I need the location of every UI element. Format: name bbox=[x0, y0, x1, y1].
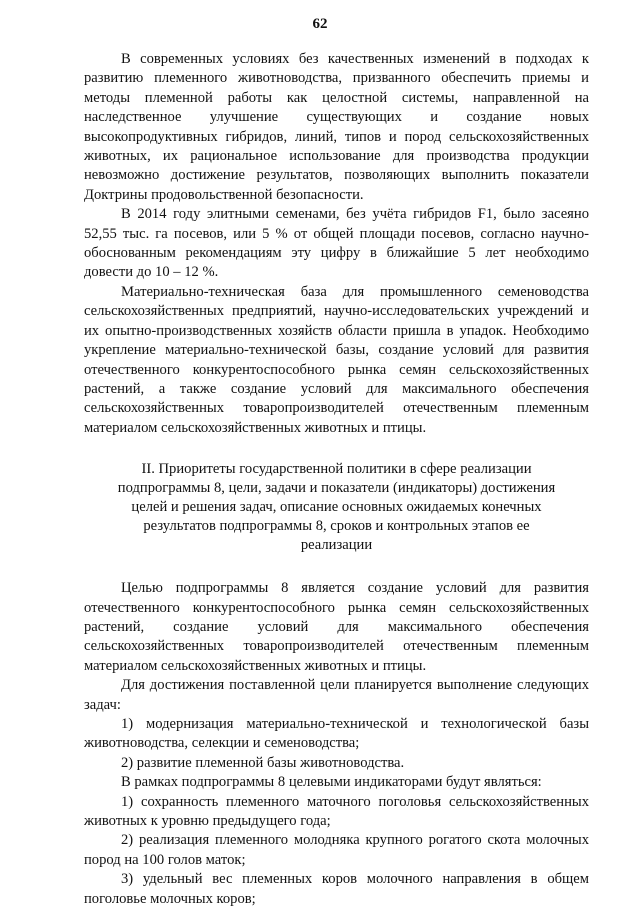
paragraph-elite-seeds-2014: В 2014 году элитными семенами, без учёта гибридов F1, было засеяно 52,55 тыс. га посевов, или 5 % от общей площади посевов, согласно научно-обоснованным рекомендациям эту цифру в ближайшие 5 лет необходимо довести до 10 – 12 %. bbox=[84, 206, 589, 281]
indicator-item-2: 2) реализация племенного молодняка крупного рогатого скота молочных пород на 100 голов маток; bbox=[84, 832, 589, 868]
page-number: 62 bbox=[312, 16, 328, 32]
page-content bbox=[84, 50, 589, 909]
indicator-item-1: 1) сохранность племенного маточного поголовья сельскохозяйственных животных к уровню предыдущего года; bbox=[84, 793, 589, 829]
indicator-item-3: 3) удельный вес племенных коров молочного направления в общем поголовье молочных коров; bbox=[84, 871, 589, 907]
task-item-1: 1) модернизация материально-технической и технологической базы животноводства, селекции и семеноводства; bbox=[84, 715, 589, 752]
paragraph-breeding-conditions: В современных условиях без качественных изменений в подходах к развитию племенного животноводства, призванного обеспечить приемы и методы племенной работы как целостной системы, направленной на наследственное улучшение существующих и создание новых высокопродуктивных гибридов, линий, типов и пород сельскохозяйственных животных, их рациональное использование для производства продукции невозможно достижение результатов, позволяющих выполнить показатели Доктрины продовольственной безопасности. bbox=[84, 51, 589, 203]
paragraph-tasks-intro: Для достижения поставленной цели планируется выполнение следующих задач: bbox=[84, 677, 589, 713]
section-heading: II. Приоритеты государственной политики в сфере реализации подпрограммы 8, цели, задачи и показатели (индикаторы) достижения целей и решения задач, описание основных ожидаемых конечных результатов подпрограммы 8, сроков и контрольных этапов ее реализации bbox=[117, 461, 556, 554]
task-item-2: 2) развитие племенной базы животноводства. bbox=[121, 754, 405, 771]
paragraph-subprogram-goal: Целью подпрограммы 8 является создание условий для развития отечественного конкурентоспособного рынка семян сельскохозяйственных растений, создание условий для максимального обеспечения сельскохозяйственных товаропроизводителей отечественным племенным материалом сельскохозяйственных животных и птицы. bbox=[84, 580, 589, 674]
paragraph-indicators-intro: В рамках подпрограммы 8 целевыми индикаторами будут являться: bbox=[121, 774, 542, 791]
paragraph-material-technical-base: Материально-техническая база для промышленного семеноводства сельскохозяйственных предприятий, научно-исследовательских учреждений и их опытно-производственных хозяйств области пришла в упадок. Необходимо укрепление материально-технической базы, создание условий для развития отечественного конкурентоспособного рынка семян сельскохозяйственных растений, а также создание условий для максимального обеспечения сельскохозяйственных товаропроизводителей отечественным племенным материалом сельскохозяйственных животных и птицы. bbox=[84, 283, 589, 436]
